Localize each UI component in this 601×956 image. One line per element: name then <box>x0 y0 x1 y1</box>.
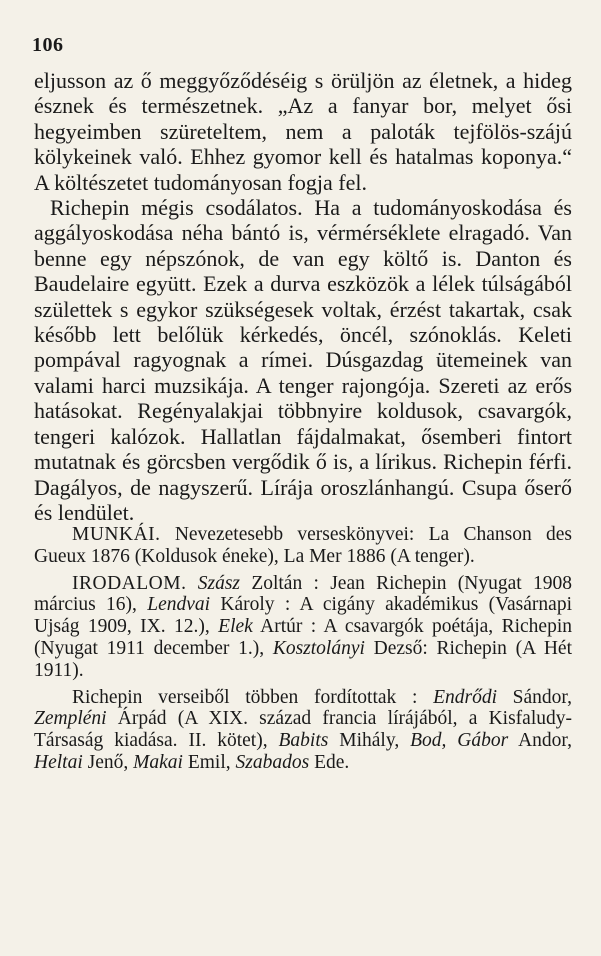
ref-kosztolanyi: Dezső: Richepin (A Hét 1911). <box>34 637 572 681</box>
munkai-text: Nevezetesebb verseskönyvei: La Chanson des Gueux 1876 (Koldusok éneke), La Mer 1886 (A tenger). <box>34 524 572 567</box>
translator-text: Ede. <box>309 751 350 773</box>
translator-zempleni: Zempléni <box>34 708 107 730</box>
translator-text: Mihály, <box>328 730 411 752</box>
translator-text: Sándor, <box>496 686 572 708</box>
main-text <box>34 68 572 525</box>
translator-szabados: Szabados <box>235 751 310 773</box>
page-number: 106 <box>32 34 64 56</box>
translator-endrodi: Endrődi <box>433 686 497 708</box>
translator-heltai: Heltai <box>34 751 83 773</box>
paragraph-intro: eljusson az ő meggyőződéséig s örüljön az életnek, a hideg észnek és természetnek. „Az a fanyar bor, melyet ősi hegyeimben szüreteltem, nem a paloták tejfölös-szájú kölykeinek való. Ehhez gyomor kell és hatalmas koponya.“ A költészetet tudományosan fogja fel. <box>34 68 572 195</box>
irodalom-label: IRODALOM. <box>72 572 187 594</box>
translator-makai: Makai <box>133 751 183 773</box>
paragraph-richepin: Richepin mégis csodálatos. Ha a tudományoskodása és aggályoskodása néha bántó is, vérmérséklete elragadó. Van benne egy népszónok, de van egy költő is. Danton és Baudelaire együtt. Ezek a durva eszközök a lélek túlságából születtek s egykor szükségesek voltak, érzést takartak, csak később lett belőlük kérkedés, öncél, szónoklás. Keleti pompával ragyognak a rímei. Dúsgazdag ütemeinek van valami harci muzsikája. A tenger rajongója. Szereti az erős hatásokat. Regényalakjai többnyire koldusok, csavargók, tengeri kalózok. Hallatlan fájdalmakat, ősemberi fintort mutatnak és görcsben vergődik ő is, a lírikus. Richepin férfi. Dagályos, de nagyszerű. Lírája oroszlánhangú. Csupa őserő és lendület. <box>34 195 572 525</box>
translator-text: Emil, <box>182 751 236 773</box>
ref-szasz: Zoltán : Jean Richepin (Nyugat 1908 március 16), <box>34 572 572 616</box>
notes-section <box>34 524 572 779</box>
translator-text: Andor, <box>508 730 572 752</box>
ref-elek: Artúr : A csavargók poétája, Richepin (Nyugat 1911 december 1.), <box>34 616 572 659</box>
author-elek: Elek <box>218 616 253 638</box>
author-szasz: Szász <box>197 572 241 594</box>
author-kosztolanyi: Kosztolányi <box>272 637 365 659</box>
note-irodalom <box>34 573 572 682</box>
note-translators <box>34 687 572 774</box>
translator-text: Jenő, <box>82 751 134 773</box>
translator-babits: Babits <box>278 730 329 752</box>
translator-text: Árpád (A XIX. század francia lírájából, a Kisfaludy-Társaság kiadása. II. kötet), <box>34 708 572 752</box>
translator-bod: Bod, Gábor <box>410 730 509 752</box>
translators-intro: Richepin verseiből többen fordítottak : <box>72 686 434 708</box>
munkai-label: MUNKÁI. <box>72 524 161 545</box>
note-munkai <box>34 524 572 568</box>
ref-lendvai: Károly : A cigány akadémikus (Vasárnapi Ujság 1909, IX. 12.), <box>34 594 572 638</box>
author-lendvai: Lendvai <box>147 594 211 616</box>
